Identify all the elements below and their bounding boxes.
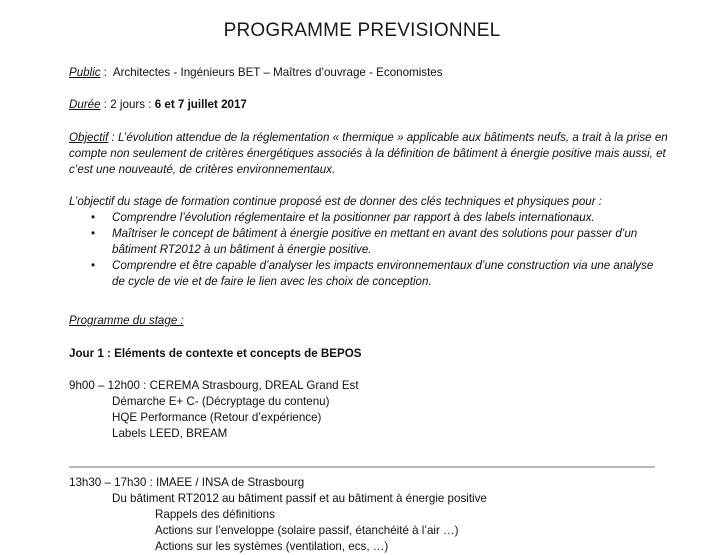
session2-item: Rappels des définitions <box>155 508 275 521</box>
list-item: • Comprendre et être capable d’analyser les impacts environnementaux d’une construction via une analyse de cycle de vie et de faire le lien avec les choix de conception. <box>91 259 654 288</box>
duree-line <box>69 97 247 113</box>
session1-item: Démarche E+ C- (Décryptage du contenu) <box>112 395 330 408</box>
session2-subtitle: Du bâtiment RT2012 au bâtiment passif et au bâtiment à énergie positive <box>112 492 487 505</box>
duree-text: 2 jours : <box>110 98 155 111</box>
objectif-label: Objectif <box>69 131 109 144</box>
public-text: Architectes - Ingénieurs BET – Maîtres d’ouvrage - Economistes <box>107 66 443 79</box>
session2-item: Actions sur l’enveloppe (solaire passif, étanchéité à l’air …) <box>155 524 459 537</box>
duree-dates: 6 et 7 juillet 2017 <box>154 98 247 111</box>
objectif-text: : L’évolution attendue de la réglementation « thermique » applicable aux bâtiments neufs, a trait à la prise en compte non seulement de critères énergétiques associés à la définition de bâtiment à énergie positive mais aussi, et c’est une nouveauté, de critères environnementaux. <box>69 131 668 176</box>
session2-item: Actions sur les systèmes (ventilation, ecs, …) <box>155 540 389 553</box>
intro-paragraph: L’objectif du stage de formation continue proposé est de donner des clés techniques et physiques pour : <box>69 195 603 208</box>
session1-item: HQE Performance (Retour d’expérience) <box>112 411 322 424</box>
list-item: • Comprendre l’évolution réglementaire et la positionner par rapport à des labels internationaux. <box>91 211 595 224</box>
session2-time: 13h30 – 17h30 : IMAEE / INSA de Strasbourg <box>69 476 305 489</box>
jour1-heading: Jour 1 : Eléments de contexte et concepts de BEPOS <box>69 347 362 360</box>
programme-heading: Programme du stage : <box>69 314 184 327</box>
duree-label: Durée <box>69 98 101 111</box>
public-label: Public <box>69 66 101 79</box>
objectif-paragraph <box>69 130 669 178</box>
session1-item: Labels LEED, BREAM <box>112 427 228 440</box>
list-item: • Maîtriser le concept de bâtiment à énergie positive en mettant en avant des solutions pour passer d’un bâtiment RT2012 à un bâtiment à énergie positive. <box>91 227 638 256</box>
public-line <box>69 65 443 81</box>
page-title: PROGRAMME PREVISIONNEL <box>223 20 501 41</box>
duree-sep: : <box>100 98 111 111</box>
section-divider <box>69 466 655 468</box>
public-sep: : <box>100 66 108 79</box>
bullet-icon: • <box>91 227 96 240</box>
session1-time: 9h00 – 12h00 : CEREMA Strasbourg, DREAL Grand Est <box>69 379 359 392</box>
bullet-icon: • <box>91 259 96 272</box>
objectives-list <box>69 210 669 290</box>
bullet-icon: • <box>91 211 96 224</box>
